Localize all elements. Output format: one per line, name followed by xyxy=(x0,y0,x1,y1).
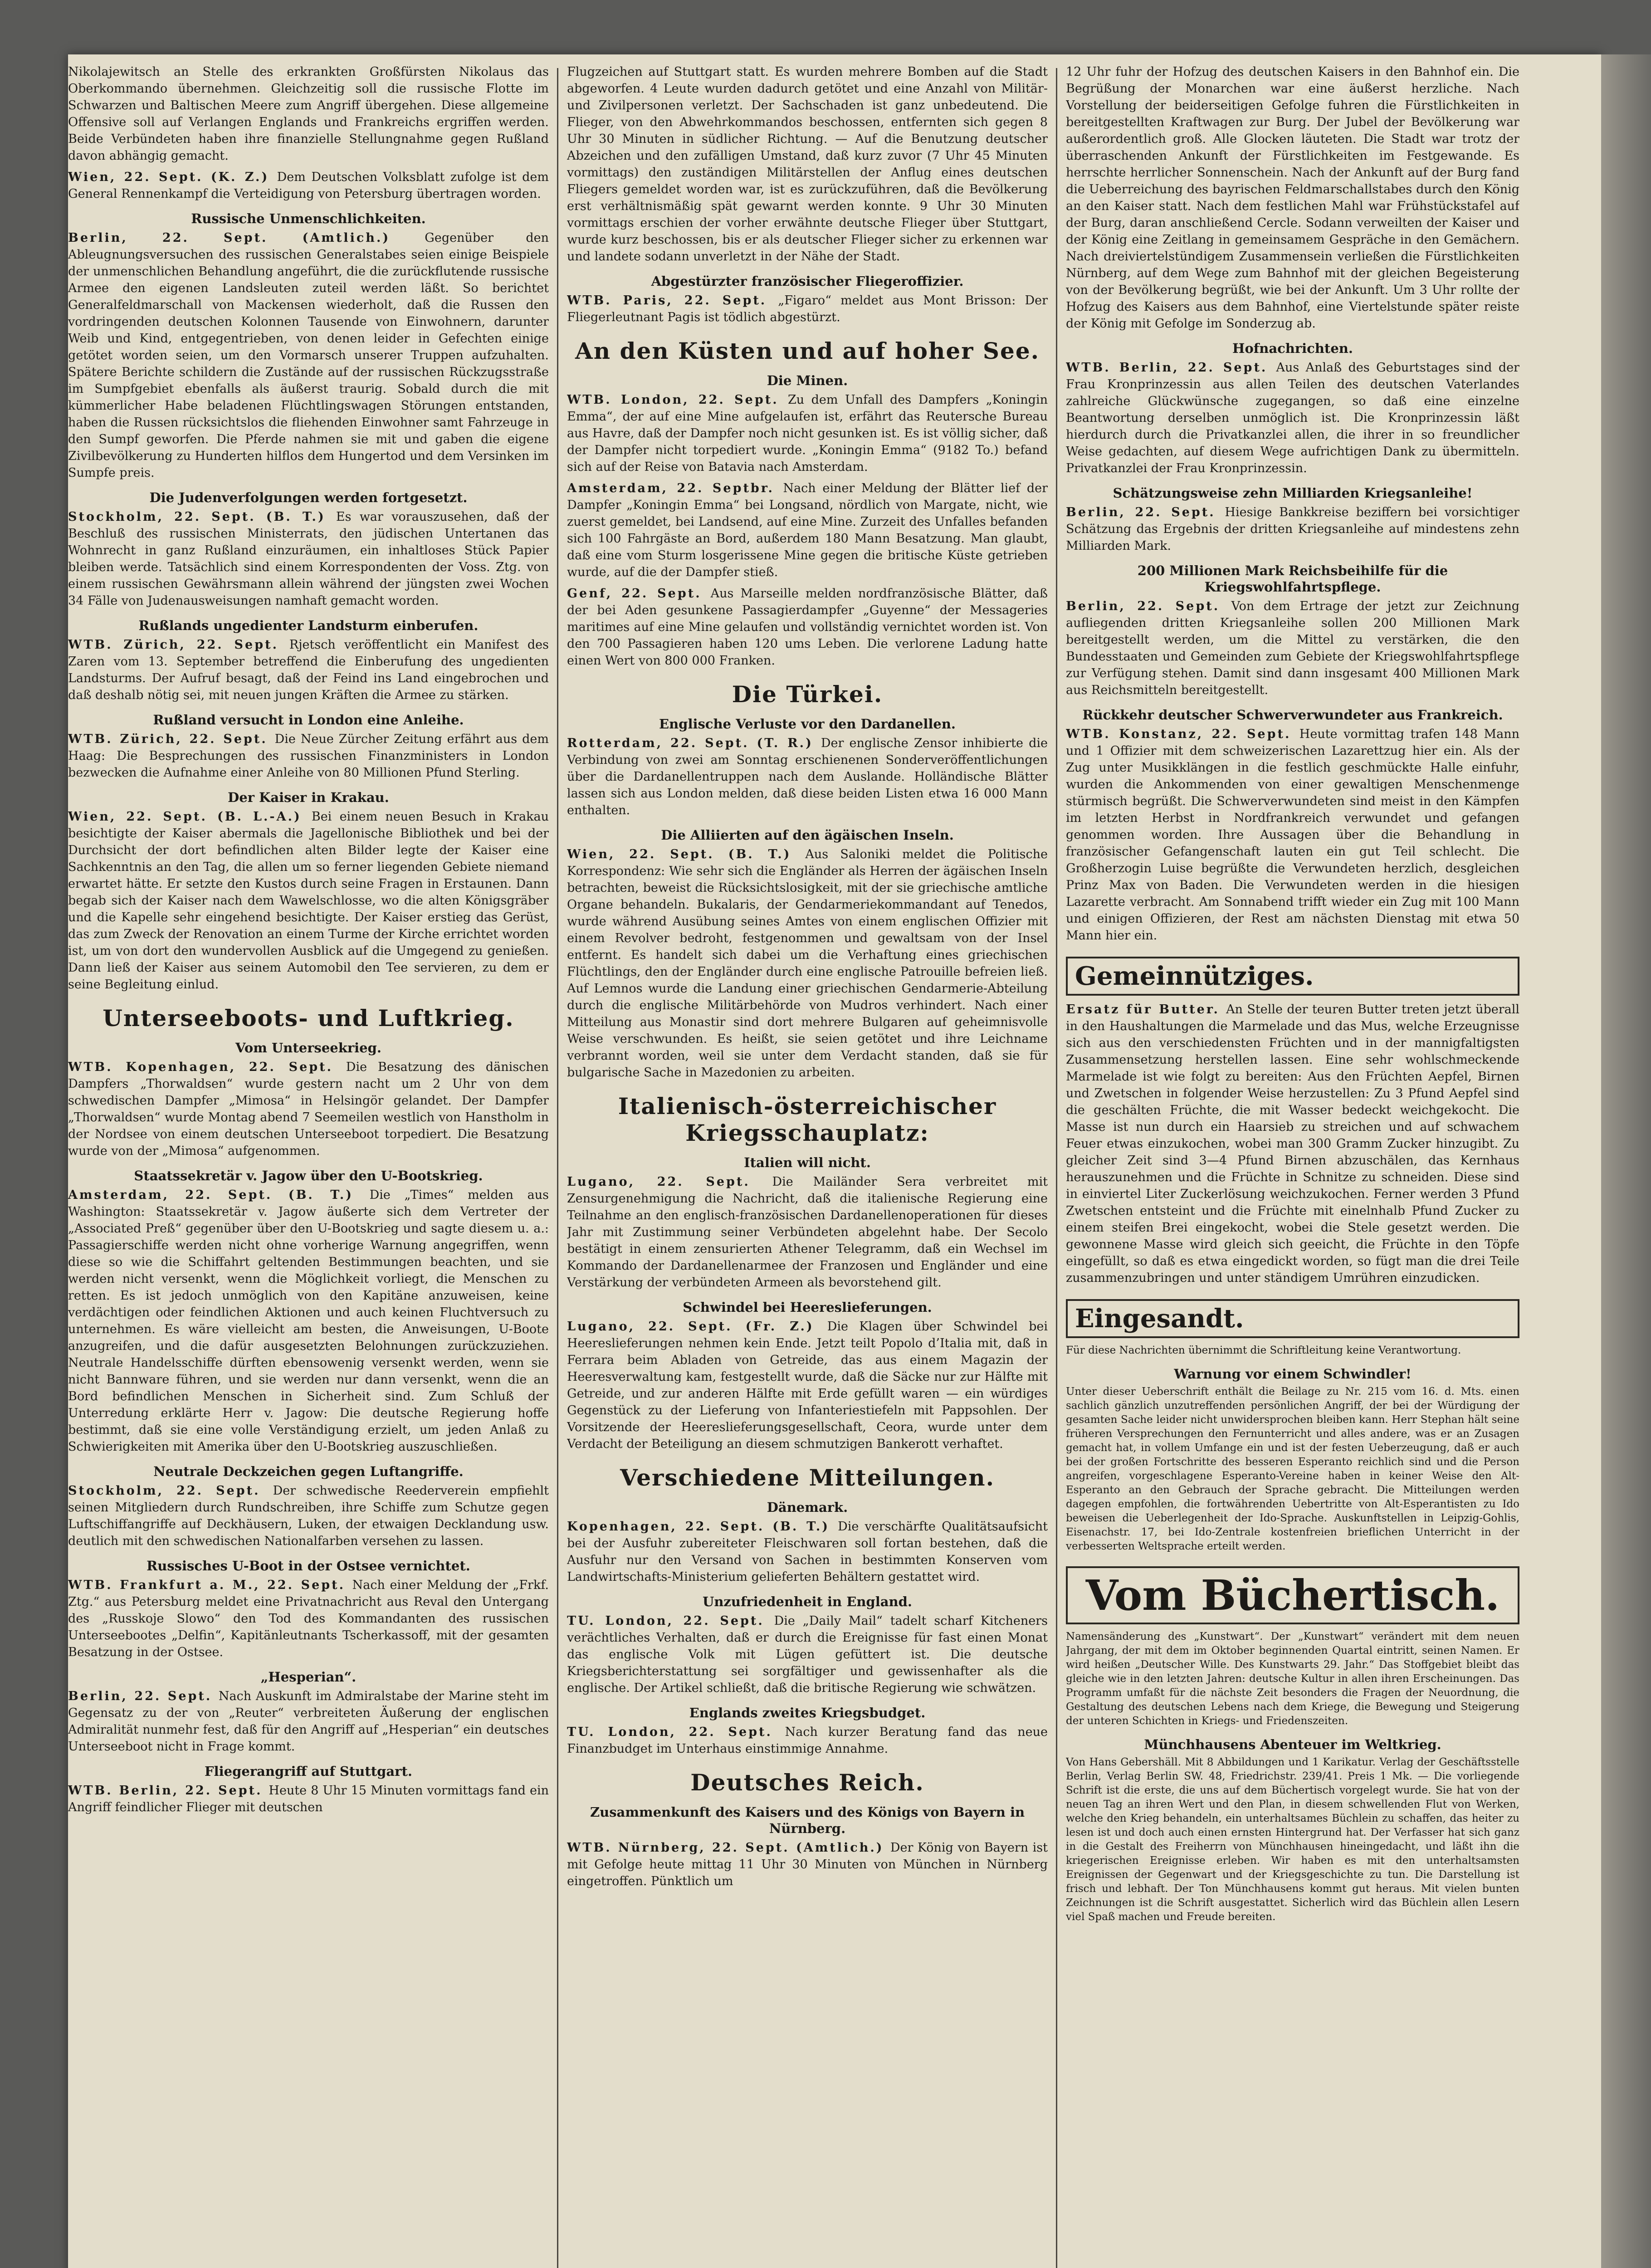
article-paragraph xyxy=(1066,504,1519,554)
dateline: Kopenhagen, 22. Sept. (B. T.) xyxy=(567,1520,838,1534)
small-paragraph xyxy=(1066,1344,1519,1358)
article-paragraph xyxy=(567,292,1048,326)
column-right xyxy=(1066,64,1519,2268)
article-paragraph xyxy=(68,636,549,704)
article-paragraph xyxy=(68,731,549,781)
article-paragraph xyxy=(68,169,549,202)
article-paragraph xyxy=(567,64,1048,265)
section-heading: Verschiedene Mitteilungen. xyxy=(620,1464,995,1491)
small-paragraph xyxy=(1066,1385,1519,1554)
column-rule-1 xyxy=(557,68,558,2268)
paragraph-text: Die Besatzung des dänischen Dampfers „Thorwaldsen“ wurde gestern nacht um 2 Uhr von dem schwedischen Dampfer „Mimosa“ in Helsingör gelandet. Der Dampfer „Thorwaldsen“ wurde Montag abend 7 Seemeilen westlich von Hanstholm in der Nordsee von einem deutschen Unterseeboot torpediert. Die Besatzung wurde von der „Mimosa“ aufgenommen. xyxy=(68,1060,549,1158)
paragraph-text: „Figaro“ meldet aus Mont Brisson: Der Fliegerleutnant Pagis ist tödlich abgestürzt. xyxy=(567,293,1048,324)
dateline: Lugano, 22. Sept. (Fr. Z.) xyxy=(567,1320,827,1334)
subheading: Der Kaiser in Krakau. xyxy=(228,790,389,805)
subheading: Die Alliierten auf den ägäischen Inseln. xyxy=(661,827,954,843)
article-paragraph xyxy=(68,1482,549,1549)
paragraph-text: Der schwedische Reederverein empfiehlt seinen Mitgliedern durch Rundschreiben, ihre Schiffe zum Schutze gegen Luftschiffangriffe auf Deckhäusern, Luken, der etwaigen Decklandung usw. deutlich mit den schwedischen Nationalfarben versehen zu lassen. xyxy=(68,1484,549,1548)
article-paragraph xyxy=(567,1613,1048,1696)
paragraph-text: Die verschärfte Qualitätsaufsicht bei der Ausfuhr zubereiteter Fleischwaren soll fortan bestehen, daß die Ausfuhr nur den Versand von Sachen in bestimmten Konserven vom Landwirtschafts-Ministerium gelieferten Behältern gestattet wird. xyxy=(567,1520,1048,1584)
paragraph-text: Aus Marseille melden nordfranzösische Blätter, daß der bei Aden gesunkene Passagierdampfer „Guyenne“ der Messageries maritimes auf eine Mine gelaufen und vollständig vernichtet worden ist. Von den 700 Passagieren haben 120 ums Leben. Die verlorene Ladung hatte einen Wert von 800 000 Franken. xyxy=(567,587,1048,668)
section-heading: Deutsches Reich. xyxy=(690,1769,924,1796)
paragraph-text: Heute 8 Uhr 15 Minuten vormittags fand ein Angriff feindlicher Flieger mit deutschen xyxy=(68,1784,549,1814)
article-paragraph xyxy=(1066,359,1519,477)
section-heading: Die Türkei. xyxy=(732,681,883,708)
paragraph-text: Von dem Ertrage der jetzt zur Zeichnung aufliegenden dritten Kriegsanleihe sollen 200 Millionen Mark bereitgestellt werden, um die Mittel zu verstärken, die den Bundesstaaten und Gemeinden zum Gebiete der Kriegswohlfahrtspflege zur Verfügung stehen. Damit sind dann insgesamt 400 Millionen Mark aus Reichsmitteln bereitgestellt. xyxy=(1066,599,1519,697)
dateline: Stockholm, 22. Sept. xyxy=(68,1484,273,1498)
subheading: Russische Unmenschlichkeiten. xyxy=(191,211,426,226)
paragraph-text: Namensänderung des „Kunstwart“. Der „Kunstwart“ verändert mit dem neuen Jahrgang, der mit dem im Oktober beginnenden Quartal eintritt, seinen Namen. Er wird heißen „Deutscher Wille. Des Kunstwarts 29. Jahr.“ Das Stoffgebiet bleibt das gleiche wie in den letzten Jahren: deutsche Kultur in allen ihren Erscheinungen. Das Programm umfaßt für die nächste Zeit besonders die Fragen der Neuordnung, die Gestaltung des deutschen Lebens nach dem Kriege, die Bewegung und Steigerung der unteren Schichten in Kriegs- und Friedenszeiten. xyxy=(1066,1631,1519,1727)
paragraph-text: Es war vorauszusehen, daß der Beschluß des russischen Ministerrats, den jüdischen Untertanen das Wohnrecht in ganz Rußland einzuräumen, ein inhaltloses Stück Papier bleiben werde. Tatsächlich sind einem Korrespondenten der Voss. Ztg. von einem russischen Gewährsmann allein während der jüngsten zwei Wochen 34 Fälle von Judenausweisungen namhaft gemacht worden. xyxy=(68,510,549,608)
paragraph-text: Flugzeichen auf Stuttgart statt. Es wurden mehrere Bomben auf die Stadt abgeworfen. 4 Leute wurden dadurch getötet und eine Anzahl von Militär- und Zivilpersonen verletzt. Der Sachschaden ist ganz unbedeutend. Die Flieger, von den Abwehrkommandos beschossen, entfernten sich gegen 8 Uhr 30 Minuten in südlicher Richtung. — Auf die Benutzung deutscher Abzeichen und den zufälligen Umstand, daß kurz zuvor (7 Uhr 45 Minuten vormittags) den zuständigen Militärstellen der Anflug eines deutschen Fliegers gemeldet worden war, ist es zurückzuführen, daß die Bevölkerung erst verhältnismäßig spät gewarnt werden konnte. 9 Uhr 30 Minuten vormittags erschien der vorher erwähnte deutsche Flieger über Stuttgart, wurde kurz beschossen, bis er als deutscher Flieger sicher zu erkennen war und landete sodann unverletzt in der Nähe der Stadt. xyxy=(567,65,1048,264)
article-paragraph xyxy=(567,1724,1048,1757)
dateline: Rotterdam, 22. Sept. (T. R.) xyxy=(567,736,821,750)
paragraph-text: Nach kurzer Beratung fand das neue Finanzbudget im Unterhaus einstimmige Annahme. xyxy=(567,1725,1048,1756)
dateline: WTB. Frankfurt a. M., 22. Sept. xyxy=(68,1578,352,1592)
boxed-heading: Eingesandt. xyxy=(1066,1299,1519,1338)
subheading: „Hesperian“. xyxy=(260,1669,357,1685)
section-heading: Unterseeboots- und Luftkrieg. xyxy=(103,1005,514,1031)
dateline: Genf, 22. Sept. xyxy=(567,587,711,601)
paragraph-text: Für diese Nachrichten übernimmt die Schriftleitung keine Verantwortung. xyxy=(1066,1344,1461,1356)
column-left xyxy=(68,64,549,2268)
paragraph-text: Zu dem Unfall des Dampfers „Koningin Emma“, der auf eine Mine aufgelaufen ist, erfährt das Reutersche Bureau aus Havre, daß der Dampfer noch nicht gesunken ist. Es ist völlig sicher, daß der Dampfer nicht torpediert wurde. „Koningin Emma“ (9182 To.) befand sich auf der Reise von Batavia nach Amsterdam. xyxy=(567,393,1048,474)
subheading: Unzufriedenheit in England. xyxy=(703,1594,912,1609)
paragraph-text: Heute vormittag trafen 148 Mann und 1 Offizier mit dem schweizerischen Lazarettzug hier ein. Als der Zug unter Musikklängen in die festlich geschmückte Halle einfuhr, wurden die Ankommenden von einer gewaltigen Menschenmenge stürmisch begrüßt. Die Schwerverwundeten sind meist in den Kämpfen im letzten Herbst in Nordfrankreich verwundet und gefangen genommen worden. Ihre Aussagen über die Behandlung in französischer Gefangenschaft lauten ein gut Teil schlecht. Die Großherzogin Luise begrüßte die Verwundeten herzlich, desgleichen Prinz Max von Baden. Die Verwundeten werden in die hiesigen Lazarette verbracht. Am Sonnabend trifft wieder ein Zug mit 100 Mann und einigen Offizieren, der Rest am nächsten Dienstag mit etwa 50 Mann hier ein. xyxy=(1066,727,1519,943)
paragraph-text: 12 Uhr fuhr der Hofzug des deutschen Kaisers in den Bahnhof ein. Die Begrüßung der Monarchen war eine äußerst herzliche. Nach Vorstellung der beiderseitigen Gefolge fuhren die Fürstlichkeiten in bereitgestellten Kraftwagen zur Burg. Der Jubel der Bevölkerung war außerordentlich groß. Alle Glocken läuteten. Die Stadt war trotz der überraschenden Ankunft der Fürstlichkeiten im Festgewande. Es herrschte herrlicher Sonnenschein. Nach der Ankunft auf der Burg fand die Ueberreichung des bayrischen Feldmarschallstabes durch den König an den Kaiser statt. Nach dem festlichen Mahl war Frühstückstafel auf der Burg, daran anschließend Cercle. Sodann verweilten der Kaiser und der König eine Zeitlang in gemeinsamem Gespräche in den Gemächern. Nach dreiviertelstündigem Zusammensein verließen die Fürstlichkeiten Nürnberg, auf dem Wege zum Bahnhof mit der gleichen Begeisterung von der Bevölkerung begrüßt, wie bei der Ankunft. Um 3 Uhr rollte der Hofzug des Kaisers aus dem Bahnhof, eine Viertelstunde später reiste der König mit Gefolge im Sonderzug ab. xyxy=(1066,65,1519,331)
dateline: WTB. Zürich, 22. Sept. xyxy=(68,732,275,746)
paragraph-text: Unter dieser Ueberschrift enthält die Beilage zu Nr. 215 vom 16. d. Mts. einen sachlich gänzlich unzutreffenden persönlichen Angriff, der bei der Würdigung der gesamten Sache leider nicht unwidersprochen bleiben kann. Herr Stephan hält seine früheren Versprechungen den Fernunterricht und alles andere, was er an Zusagen gemacht hat, in vollem Umfange ein und ist der festen Ueberzeugung, daß er auch bei der großen Fortschritte des besseren Esperanto reichlich sind und die Person angreifen, vorgeschlagene Esperanto-Vereine haben in keiner Weise den Alt-Esperanto an den Gebrauch der Sprache gebracht. Die Mitteilungen werden dagegen empfohlen, die fortwährenden Uebertritte von Alt-Esperantisten zu Ido beweisen die Ueberlegenheit der Ido-Sprache. Auskunftstellen in Leipzig-Gohlis, Eisenachstr. 17, bei Ido-Zentrale kostenfreien brieflichen Unterricht in der verbesserten Weltsprache erteilt werden. xyxy=(1066,1386,1519,1552)
paragraph-text: An Stelle der teuren Butter treten jetzt überall in den Haushaltungen die Marmelade und das Mus, welche Erzeugnisse sich aus den verschiedensten Früchten und in der mannigfaltigsten Zusammensetzung herstellen lassen. Eine sehr wohlschmeckende Marmelade ist wie folgt zu bereiten: Aus den Früchten Aepfel, Birnen und Zwetschen in folgender Weise herzustellen: Zu 3 Pfund Aepfel sind die geschälten Früchte, die mit Wasser bedeckt weichgekocht. Die Masse ist nun durch ein Haarsieb zu streichen und auf schwachem Feuer etwas einzukochen, wobei man 300 Gramm Zucker hinzugibt. Zu gleicher Zeit sind 3—4 Pfund Birnen abzuschälen, das Kernhaus herauszunehmen und die Früchte in Schnitze zu schneiden. Diese sind in einviertel Liter Zuckerlösung weichzukochen. Ferner werden 3 Pfund Zwetschen entsteint und die Früchte mit einelnhalb Pfund Zucker zu einem steifen Brei eingekocht, wobei die Stele gesetzt werden. Die gewonnene Masse wird gleich sich geeicht, die Früchte in den Töpfe eingefüllt, so daß es etwa eingedickt worden, so fügt man die drei Teile zusammenzubringen und unter ständigem Umrühren einzudicken. xyxy=(1066,1002,1519,1285)
subheading: Dänemark. xyxy=(767,1500,848,1515)
dateline: WTB. Berlin, 22. Sept. xyxy=(1066,361,1276,375)
dateline: Berlin, 22. Sept. (Amtlich.) xyxy=(68,231,425,245)
article-paragraph xyxy=(567,480,1048,581)
paragraph-text: Nach Auskunft im Admiralstabe der Marine steht im Gegensatz zu der von „Reuter“ verbreiteten Äußerung der englischen Admiralität nunmehr fest, daß für den Angriff auf „Hesperian“ ein deutsches Unterseeboot nicht in Frage kommt. xyxy=(68,1689,549,1754)
article-paragraph xyxy=(567,1318,1048,1452)
article-paragraph xyxy=(1066,726,1519,944)
paragraph-text: Hiesige Bankkreise beziffern bei vorsichtiger Schätzung das Ergebnis der dritten Kriegsanleihe auf mindestens zehn Milliarden Mark. xyxy=(1066,505,1519,553)
dateline: Berlin, 22. Sept. xyxy=(68,1689,219,1703)
dateline: Amsterdam, 22. Sept. (B. T.) xyxy=(68,1188,370,1202)
article-paragraph xyxy=(567,585,1048,669)
article-paragraph xyxy=(567,1173,1048,1291)
dateline: TU. London, 22. Sept. xyxy=(567,1725,785,1739)
article-paragraph xyxy=(68,1187,549,1455)
boxed-heading: Gemeinnütziges. xyxy=(1066,957,1519,996)
dateline: Amsterdam, 22. Septbr. xyxy=(567,481,783,495)
article-paragraph xyxy=(68,1059,549,1159)
article-paragraph xyxy=(68,808,549,993)
column-middle xyxy=(567,64,1048,2268)
small-paragraph xyxy=(1066,1630,1519,1728)
subheading: Fliegerangriff auf Stuttgart. xyxy=(205,1764,412,1779)
section-heading: Italienisch-österreichischer Kriegsschauplatz: xyxy=(618,1093,997,1146)
subheading: Englische Verluste vor den Dardanellen. xyxy=(659,716,956,732)
subheading: Staatssekretär v. Jagow über den U-Bootskrieg. xyxy=(134,1168,483,1183)
article-paragraph xyxy=(68,1577,549,1661)
subheading: Rußland versucht in London eine Anleihe. xyxy=(153,712,464,728)
boxed-heading-large: Vom Büchertisch. xyxy=(1066,1566,1519,1624)
subheading: Italien will nicht. xyxy=(744,1155,871,1170)
paragraph-text: Nach einer Meldung der „Frkf. Ztg.“ aus Petersburg meldet eine Privatnachricht aus Reval den Untergang des „Russkoje Slowo“ den Tod des Kommandanten des russischen Unterseebootes „Delfin“, Kapitänleutnants Tscherkassoff, mit der gesamten Besatzung in der Ostsee. xyxy=(68,1578,549,1659)
dateline: Wien, 22. Sept. (K. Z.) xyxy=(68,170,277,184)
paragraph-text: Die Klagen über Schwindel bei Heereslieferungen nehmen kein Ende. Jetzt teilt Popolo d’Italia mit, daß in Ferrara beim Abladen von Getreide, das aus einem Magazin der Heeresverwaltung kam, festgestellt wurde, daß die Säcke nur zur Hälfte mit Getreide, und zur anderen Hälfte mit Erde gefüllt waren — ein würdiges Gegenstück zu der Lieferung von Infanteriestiefeln mit Pappsohlen. Der Vorsitzende der Heereslieferungsgesellschaft, Ceora, wurde unter dem Verdacht der Beteiligung an diesem schmutzigen Bankerott verhaftet. xyxy=(567,1320,1048,1451)
dateline: WTB. Konstanz, 22. Sept. xyxy=(1066,727,1299,741)
paragraph-text: Die „Times“ melden aus Washington: Staatssekretär v. Jagow äußerte sich dem Vertreter der „Associated Preß“ gegenüber über den U-Bootskrieg und sagte diesem u. a.: Passagierschiffe werden nicht ohne vorherige Warnung angegriffen, wenn diese so wie die Schiffahrt geltenden Bestimmungen beachten, und sie werden nicht versenkt, wenn die Möglichkeit vorliegt, die Menschen zu retten. Es ist jedoch unmöglich von den Kapitäne anzuweisen, keine verdächtigen oder feindlichen Aktionen und auch keinen Fluchtversuch zu unternehmen. Es wäre vielleicht am besten, die Anweisungen, U-Boote anzugreifen, und die dafür ausgesetzten Belohnungen zurückzuziehen. Neutrale Handelsschiffe dürften ebensowenig versenkt werden, wenn sie nicht Bannware führen, und sie werden nur dann versenkt, wenn die an Bord befindlichen Menschen in Sicherheit sind. Zum Schluß der Unterredung erklärte Herr v. Jagow: Die deutsche Regierung hoffe bestimmt, daß sie eine volle Verständigung erzielt, um jeden Anlaß zu Schwierigkeiten mit Amerika über den U-Bootskrieg auszuschließen. xyxy=(68,1188,549,1454)
paragraph-text: Nikolajewitsch an Stelle des erkrankten Großfürsten Nikolaus das Oberkommando übernehmen. Gleichzeitig soll die russische Flotte im Schwarzen und Baltischen Meere zum Angriff übergehen. Diese allgemeine Offensive soll auf Verlangen Englands und Frankreichs ergriffen werden. Beide Verbündeten haben ihre finanzielle Stellungnahme gegen Rußland davon abhängig gemacht. xyxy=(68,65,549,163)
subheading: Zusammenkunft des Kaisers und des Königs von Bayern in Nürnberg. xyxy=(590,1804,1025,1836)
dateline: WTB. Kopenhagen, 22. Sept. xyxy=(68,1060,346,1074)
dateline: Stockholm, 22. Sept. (B. T.) xyxy=(68,510,336,524)
article-paragraph xyxy=(1066,1001,1519,1286)
subheading: Vom Unterseekrieg. xyxy=(235,1040,381,1056)
dateline: Berlin, 22. Sept. xyxy=(1066,599,1231,613)
article-paragraph xyxy=(567,846,1048,1081)
dateline: Lugano, 22. Sept. xyxy=(567,1175,772,1189)
column-rule-2 xyxy=(1056,68,1057,2268)
subheading: Warnung vor einem Schwindler! xyxy=(1174,1366,1412,1382)
paragraph-text: Die Neue Zürcher Zeitung erfährt aus dem Haag: Die Besprechungen des russischen Finanzministers in London bezwecken die Aufnahme einer Anleihe von 80 Millionen Pfund Sterling. xyxy=(68,732,549,780)
subheading: Rußlands ungedienter Landsturm einberufen. xyxy=(138,618,479,633)
paragraph-text: Nach einer Meldung der Blätter lief der Dampfer „Koningin Emma“ bei Longsand, nördlich von Margate, nicht, wie zuerst gemeldet, bei Landsend, auf eine Mine. Zurzeit des Unfalles befanden sich 100 Fahrgäste an Bord, außerdem 180 Mann Besatzung. Man glaubt, daß eine vom Sturm losgerissene Mine gegen die britische Küste getrieben wurde, auf die der Dampfer stieß. xyxy=(567,481,1048,579)
article-paragraph xyxy=(567,1518,1048,1585)
subheading: Münchhausens Abenteuer im Weltkrieg. xyxy=(1144,1737,1441,1752)
subheading: Schwindel bei Heereslieferungen. xyxy=(683,1300,932,1315)
paragraph-text: Der König von Bayern ist mit Gefolge heute mittag 11 Uhr 30 Minuten von München in Nürnberg eingetroffen. Pünktlich um xyxy=(567,1841,1048,1888)
page-edge xyxy=(1601,54,1651,2268)
dateline: WTB. Berlin, 22. Sept. xyxy=(68,1784,269,1798)
paragraph-text: Von Hans Gebershäll. Mit 8 Abbildungen und 1 Karikatur. Verlag der Geschäftsstelle Berlin, Verlag Berlin SW. 48, Friedrichstr. 239/41. Preis 1 Mk. — Die vorliegende Schrift ist die erste, die uns auf dem Büchertisch vorgelegt wurde. Sie hat von der neuen Tag an ihren Wert und den Plan, in diesem schwellenden Flut von Werken, welche den Krieg behandeln, ein unterhaltsames Büchlein zu schaffen, das heiter zu lesen ist und doch auch einen ernsten Hintergrund hat. Der Verfasser hat sich ganz in die Gestalt des Freiherrn von Münchhausen hineingedacht, und läßt ihn die kriegerischen Ereignisse erleben. Wir haben es mit den unterhaltsamsten Ereignissen der Gegenwart und der Kriegsgeschichte zu tun. Die Darstellung ist frisch und lebhaft. Der Ton Münchhausens kommt gut heraus. Mit vielen bunten Zeichnungen ist die Schrift ausgestattet. Sicherlich wird das Büchlein allen Lesern viel Spaß machen und Freude bereiten. xyxy=(1066,1756,1519,1923)
dateline: TU. London, 22. Sept. xyxy=(567,1614,774,1628)
dateline: Wien, 22. Sept. (B. T.) xyxy=(567,847,806,861)
article-paragraph xyxy=(68,508,549,609)
subheading: Schätzungsweise zehn Milliarden Kriegsanleihe! xyxy=(1113,485,1473,501)
dateline: WTB. Zürich, 22. Sept. xyxy=(68,638,289,652)
dateline: WTB. London, 22. Sept. xyxy=(567,393,788,407)
small-paragraph xyxy=(1066,1755,1519,1924)
paragraph-text: Bei einem neuen Besuch in Krakau besichtigte der Kaiser abermals die Jagellonische Bibliothek und bei der Durchsicht der dort befindlichen alten Bilder legte der Kaiser eine Sachkenntnis an den Tag, die allen um so ferner liegenden Gebiete niemand erwartet hätte. Er setzte den Kustos durch seine Fragen in Erstaunen. Dann begab sich der Kaiser nach dem Wawelschlosse, wo die alten Königsgräber und die Kapelle sehr eingehend besichtigte. Der Kaiser erstieg das Gerüst, das zum Zweck der Renovation an einem Turme der Kirche errichtet worden ist, um von dort den wundervollen Ausblick auf die Umgegend zu genießen. Dann ließ der Kaiser aus seinem Automobil den Tee servieren, zu dem er seine Begleitung einlud. xyxy=(68,810,549,992)
article-paragraph xyxy=(567,735,1048,819)
section-heading: An den Küsten und auf hoher See. xyxy=(575,337,1040,364)
subheading: Hofnachrichten. xyxy=(1232,341,1353,356)
paragraph-text: Aus Anlaß des Geburtstages sind der Frau Kronprinzessin aus allen Teilen des deutschen Vaterlandes zahlreiche Glückwünsche zugegangen, so daß eine einzelne Beantwortung derselben unmöglich ist. Die Kronprinzessin läßt hierdurch durch die Privatkanzlei allen, die ihrer in so freundlicher Weise gedachten, auf diesem Wege aufrichtigen Dank zu übermitteln. Privatkanzlei der Frau Kronprinzessin. xyxy=(1066,361,1519,475)
paragraph-text: Die Mailänder Sera verbreitet mit Zensurgenehmigung die Nachricht, daß die italienische Regierung eine Teilnahme an den englisch-französischen Dardanellenoperationen für dieses Jahr mit Zustimmung seiner Verbündeten abgelehnt habe. Der Secolo bestätigt in einem zensurierten Athener Telegramm, daß ein Wechsel im Kommando der Dardanellenarmee der Franzosen und Engländer und eine Verstärkung der verbündeten Armeen als bevorstehend gilt. xyxy=(567,1175,1048,1290)
subheading: Englands zweites Kriegsbudget. xyxy=(689,1705,926,1721)
dateline: Berlin, 22. Sept. xyxy=(1066,505,1225,519)
subheading: 200 Millionen Mark Reichsbeihilfe für die Kriegswohlfahrtspflege. xyxy=(1137,563,1448,595)
subheading: Die Judenverfolgungen werden fortgesetzt. xyxy=(149,490,468,505)
subheading: Abgestürzter französischer Fliegeroffizier. xyxy=(651,274,964,289)
article-paragraph xyxy=(68,230,549,481)
article-paragraph xyxy=(68,1782,549,1816)
article-paragraph xyxy=(567,1839,1048,1890)
paragraph-text: Der englische Zensor inhibierte die Verbindung von zwei am Sonntag erschienenen Sonderveröffentlichungen über die Dardanellentruppen nach dem Auslande. Holländische Blätter lassen sich aus London melden, daß diese beiden Listen etwa 16 000 Mann enthalten. xyxy=(567,736,1048,817)
paragraph-text: Die „Daily Mail“ tadelt scharf Kitcheners verächtliches Verhalten, daß er durch die Ereignisse für fast einen Monat das englische Volk mit Lügen gefüttert ist. Die deutsche Kriegsberichterstattung sei sorgfältiger und gewissenhafter als die englische. Der Artikel schließt, daß die britische Regierung wie schwätzen. xyxy=(567,1614,1048,1695)
paragraph-text: Gegenüber den Ableugnungsversuchen des russischen Generalstabes seien einige Beispiele der unmenschlichen Behandlung angeführt, die die zurückflutende russische Armee den eigenen Landsleuten zuteil werden läßt. So berichtet Generalfeldmarschall von Mackensen wiederholt, daß die Russen den vordringenden deutschen Kolonnen Tausende von Einwohnern, darunter Weib und Kind, entgegentrieben, von denen leider in Gefechten einige getötet worden seien, um den Vormarsch unserer Truppen aufzuhalten. Spätere Berichte schildern die Zustände auf der russischen Rückzugsstraße im Sumpfgebiet ebenfalls als äußerst traurig. Sobald durch die mit kümmerlicher Habe beladenen Flüchtlingswagen Störungen entstanden, haben die Russen rücksichtslos die fliehenden Einwohner samt Fahrzeuge in den Sumpf geworfen. Die Pferde nahmen sie mit und gaben die eigene Zivilbevölkerung zu Hunderten hilflos dem Hungertod und dem Versinken im Sumpfe preis. xyxy=(68,231,549,480)
subheading: Rückkehr deutscher Schwerverwundeter aus Frankreich. xyxy=(1082,707,1503,723)
article-paragraph xyxy=(567,391,1048,475)
subheading: Russisches U-Boot in der Ostsee vernichtet. xyxy=(147,1558,470,1574)
subheading: Neutrale Deckzeichen gegen Luftangriffe. xyxy=(153,1464,464,1479)
dateline: WTB. Paris, 22. Sept. xyxy=(567,293,778,308)
subheading: Die Minen. xyxy=(767,373,848,388)
paragraph-text: Aus Saloniki meldet die Politische Korrespondenz: Wie sehr sich die Engländer als Herren der ägäischen Inseln betrachten, beweist die Rücksichtslosigkeit, mit der sie griechische amtliche Organe behandeln. Bukalaris, der Gendarmeriekommandant auf Tenedos, wurde während Ausübung seines Amtes von einem englischen Offizier mit einem Revolver bedroht, festgenommen und gewaltsam von der Insel entfernt. Es handelt sich dabei um die Verhaftung eines griechischen Flüchtlings, den der Engländer durch eine englische Patrouille befreien ließ. Auf Lemnos wurde die Landung einer griechischen Gendarmerie-Abteilung durch die englische Militärbehörde von Mudros verhindert. Nach einer Mitteilung aus Monastir sind dort mehrere Bulgaren auf geheimnisvolle Weise verschwunden. Es heißt, sie seien getötet und ihre Leichname verbrannt worden, weil sie unter dem Verdacht standen, daß sie für bulgarische Sache in Mazedonien zu arbeiten. xyxy=(567,847,1048,1080)
article-paragraph xyxy=(1066,598,1519,699)
paragraph-text: Rjetsch veröffentlicht ein Manifest des Zaren vom 13. September betreffend die Einberufung des ungedienten Landsturms. Der Aufruf besagt, daß der Feind ins Land eingebrochen und daß deshalb nötig sei, mit neuen jungen Kräften die Armee zu stärken. xyxy=(68,638,549,702)
dateline: Wien, 22. Sept. (B. L.-A.) xyxy=(68,810,312,824)
dateline: Ersatz für Butter. xyxy=(1066,1002,1226,1017)
article-paragraph xyxy=(68,1688,549,1755)
paragraph-text: Dem Deutschen Volksblatt zufolge ist dem General Rennenkampf die Verteidigung von Petersburg übertragen worden. xyxy=(68,170,549,201)
article-paragraph xyxy=(1066,64,1519,332)
dateline: WTB. Nürnberg, 22. Sept. (Amtlich.) xyxy=(567,1841,890,1855)
article-paragraph xyxy=(68,64,549,164)
